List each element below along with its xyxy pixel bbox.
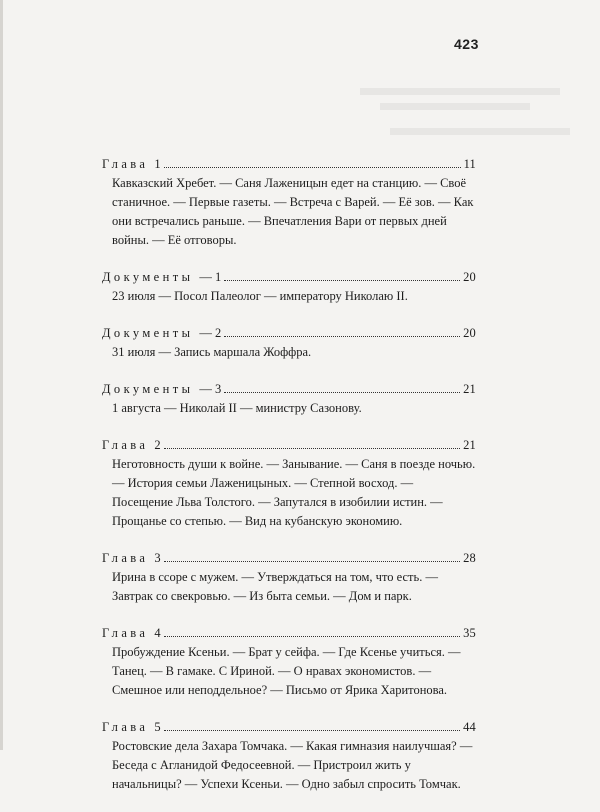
toc-description: Пробуждение Ксеньи. — Брат у сейфа. — Где Ксенье учиться. — Танец. — В гамаке. С Ириной. — О нравах экономистов. — Смешное или неподдельное? — Письмо от Ярика Харитонова. (112, 645, 461, 697)
dot-leader (164, 167, 461, 168)
toc-heading[interactable] (102, 324, 476, 342)
page-edge (0, 0, 3, 750)
toc-heading-number: — 1 (199, 270, 222, 284)
toc-page-ref: 21 (463, 438, 476, 452)
toc-heading[interactable] (102, 436, 476, 454)
toc-heading[interactable] (102, 268, 476, 286)
dot-leader (164, 636, 460, 637)
dot-leader (224, 280, 460, 281)
toc-description: Неготовность души к войне. — Занывание. — Саня в поезде ночью. — История семьи Лаженицыных. — Степной восход. — Посещение Льва Толстого. — Запутался в изобилии истин. — Прощанье со степью. — Вид на кубанскую экономию. (112, 457, 476, 528)
bleed-through-line (390, 128, 570, 135)
table-of-contents (102, 155, 476, 812)
toc-entry-documents-2 (102, 324, 476, 362)
toc-page-ref: 35 (463, 626, 476, 640)
toc-heading-label: Глава (102, 438, 149, 452)
toc-entry-chapter-2 (102, 436, 476, 531)
toc-entry-documents-1 (102, 268, 476, 306)
toc-entry-chapter-4 (102, 624, 476, 700)
dot-leader (164, 448, 460, 449)
toc-heading-number: 5 (154, 720, 161, 734)
toc-heading-number: 1 (154, 157, 161, 171)
toc-heading-number: — 3 (199, 382, 222, 396)
toc-page-ref: 28 (463, 551, 476, 565)
toc-heading-number: 4 (154, 626, 161, 640)
toc-entry-chapter-3 (102, 549, 476, 606)
toc-page-ref: 20 (463, 326, 476, 340)
toc-heading[interactable] (102, 624, 476, 642)
toc-page-ref: 44 (463, 720, 476, 734)
toc-heading-label: Документы (102, 382, 194, 396)
toc-heading-label: Документы (102, 270, 194, 284)
dot-leader (224, 336, 460, 337)
toc-heading-label: Глава (102, 157, 149, 171)
toc-heading[interactable] (102, 718, 476, 736)
toc-page-ref: 11 (463, 157, 476, 171)
toc-heading[interactable] (102, 155, 476, 173)
page-number: 423 (454, 36, 479, 52)
toc-entry-documents-3 (102, 380, 476, 418)
toc-page-ref: 20 (463, 270, 476, 284)
toc-heading-label: Глава (102, 720, 149, 734)
toc-description: Ростовские дела Захара Томчака. — Какая гимназия наилучшая? — Беседа с Агланидой Федосеевной. — Пристроил жить у начальницы? — Успехи Ксеньи. — Одно забыл спросить Томчак. (112, 739, 473, 791)
toc-page-ref: 21 (463, 382, 476, 396)
toc-description: Кавказский Хребет. — Саня Лаженицын едет на станцию. — Своё станичное. — Первые газеты. — Встреча с Варей. — Её зов. — Как они встречались раньше. — Впечатления Вари от первых дней войны. — Её отговоры. (112, 176, 474, 247)
toc-heading-number: — 2 (199, 326, 222, 340)
toc-entry-chapter-5 (102, 718, 476, 794)
toc-heading-number: 2 (154, 438, 161, 452)
bleed-through-line (360, 88, 560, 95)
toc-description: Ирина в ссоре с мужем. — Утверждаться на том, что есть. — Завтрак со свекровью. — Из быта семьи. — Дом и парк. (112, 570, 438, 603)
dot-leader (164, 561, 460, 562)
dot-leader (224, 392, 460, 393)
toc-heading-label: Документы (102, 326, 194, 340)
toc-heading-label: Глава (102, 551, 149, 565)
toc-heading-number: 3 (154, 551, 161, 565)
toc-description: 31 июля — Запись маршала Жоффра. (112, 345, 312, 359)
toc-heading[interactable] (102, 380, 476, 398)
toc-entry-chapter-1 (102, 155, 476, 250)
dot-leader (164, 730, 460, 731)
toc-heading[interactable] (102, 549, 476, 567)
toc-description: 23 июля — Посол Палеолог — императору Николаю II. (112, 289, 408, 303)
bleed-through-line (380, 103, 530, 110)
toc-description: 1 августа — Николай II — министру Сазонову. (112, 401, 362, 415)
toc-heading-label: Глава (102, 626, 149, 640)
